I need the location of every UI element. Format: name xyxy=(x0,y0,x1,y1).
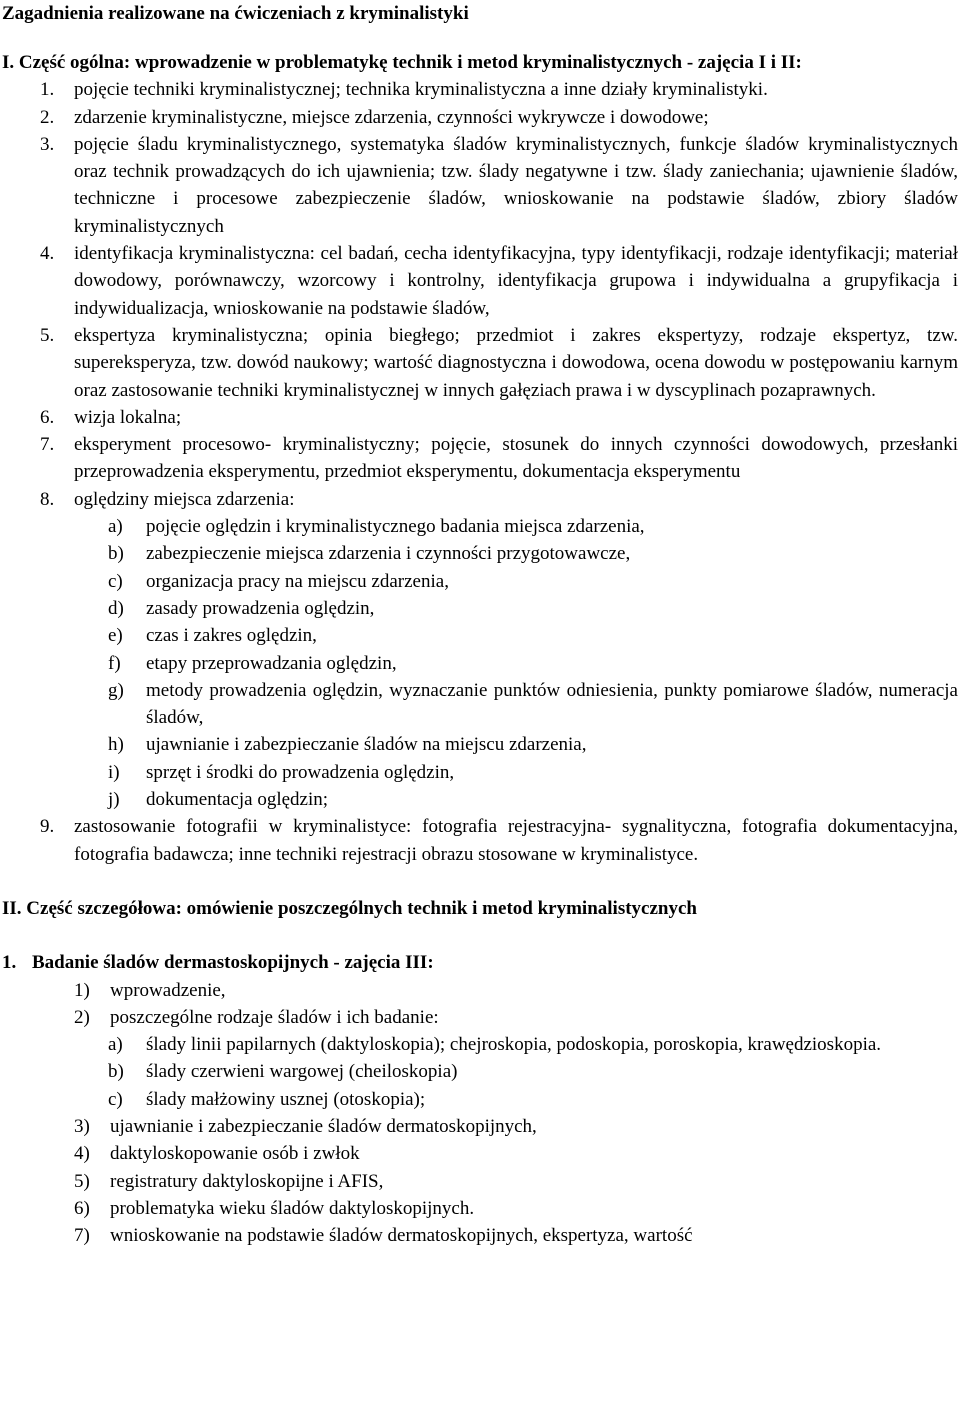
list-text: ujawnianie i zabezpieczanie śladów na miejscu zdarzenia, xyxy=(146,734,587,756)
list-text: etapy przeprowadzania oględzin, xyxy=(146,652,397,674)
list-number: b) xyxy=(108,543,124,565)
sub-list-item xyxy=(108,1058,958,1085)
list-text: czas i zakres oględzin, xyxy=(146,625,317,647)
list-number: j) xyxy=(108,789,120,811)
part1-heading: I. Część ogólna: wprowadzenie w problematykę technik i metod kryminalistycznych - zajęcia I i II: xyxy=(2,52,802,73)
list-text: identyfikacja kryminalistyczna: cel badań, cecha identyfikacyjna, typy identyfikacji, rodzaje identyfikacji; materiał dowodowy, porównawczy, wzorcowy i kontrolny, identyfikacja grupowa i indywidualna a grupyfikacja i indywidualizacja, wnioskowanie na podstawie śladów, xyxy=(74,243,958,319)
list-number: 6. xyxy=(40,406,55,428)
sub-list-item xyxy=(108,568,958,595)
list-text: wprowadzenie, xyxy=(110,979,226,1001)
list-number: b) xyxy=(108,1061,124,1083)
list-text: ślady linii papilarnych (daktyloskopia); chejroskopia, podoskopia, poroskopia, krawędzioskopia. xyxy=(146,1034,882,1056)
list-text: zdarzenie kryminalistyczne, miejsce zdarzenia, czynności wykrywcze i dowodowe; xyxy=(74,106,709,128)
list-number: 4) xyxy=(74,1143,90,1165)
section1-list xyxy=(2,977,958,1250)
list-number: 4. xyxy=(40,243,55,265)
list-text: metody prowadzenia oględzin, wyznaczanie punktów odniesienia, punkty pomiarowe śladów, numeracja śladów, xyxy=(146,679,958,729)
list-text: registratury daktyloskopijne i AFIS, xyxy=(110,1170,384,1192)
list-item xyxy=(2,404,958,431)
sub-list-item xyxy=(108,786,958,813)
list-item xyxy=(2,486,958,513)
list-item xyxy=(74,1113,958,1140)
list-text: sprzęt i środki do prowadzenia oględzin, xyxy=(146,761,455,783)
document-title: Zagadnienia realizowane na ćwiczeniach z kryminalistyki xyxy=(2,3,469,24)
list-number: c) xyxy=(108,570,123,592)
list-text: zastosowanie fotografii w kryminalistyce: fotografia rejestracyjna- sygnalityczna, fotografia dokumentacyjna, fotografia badawcza; inne techniki rejestracji obrazu stosowane w kryminalistyce. xyxy=(74,816,958,865)
list-number: i) xyxy=(108,761,120,783)
sub-list-item xyxy=(108,540,958,567)
list-text: ujawnianie i zabezpieczanie śladów dermatoskopijnych, xyxy=(110,1115,537,1137)
list-item xyxy=(2,240,958,322)
list-text: zasady prowadzenia oględzin, xyxy=(146,597,375,619)
list-number: 5) xyxy=(74,1170,90,1192)
list-number: f) xyxy=(108,652,121,674)
section1-title: Badanie śladów dermastoskopijnych - zajęcia III: xyxy=(32,952,434,974)
list-item xyxy=(2,813,958,868)
list-text: ślady czerwieni wargowej (cheiloskopia) xyxy=(146,1061,458,1083)
list-number: g) xyxy=(108,679,124,701)
sub-list-item xyxy=(108,677,958,732)
list-text: ślady małżowiny usznej (otoskopia); xyxy=(146,1088,426,1110)
list-text: poszczególne rodzaje śladów i ich badanie: xyxy=(110,1006,439,1028)
list-number: 3) xyxy=(74,1115,90,1137)
list-text: dokumentacja oględzin; xyxy=(146,789,329,811)
list-item xyxy=(74,1004,958,1031)
list-text: pojęcie oględzin i kryminalistycznego badania miejsca zdarzenia, xyxy=(146,516,645,538)
list-text: pojęcie techniki kryminalistycznej; technika kryminalistyczna a inne działy kryminalistyki. xyxy=(74,79,768,101)
list-number: 2) xyxy=(74,1006,90,1028)
list-text: oględziny miejsca zdarzenia: xyxy=(74,488,295,510)
document-page xyxy=(2,0,958,1249)
section1-heading xyxy=(2,949,958,976)
list-number: h) xyxy=(108,734,124,756)
list-item xyxy=(74,1195,958,1222)
sub-list-item xyxy=(108,1031,958,1058)
list-number: d) xyxy=(108,597,124,619)
list-text: zabezpieczenie miejsca zdarzenia i czynności przygotowawcze, xyxy=(146,543,631,565)
sub-list-item xyxy=(108,650,958,677)
list-number: 7. xyxy=(40,434,55,456)
list-text: ekspertyza kryminalistyczna; opinia biegłego; przedmiot i zakres ekspertyzy, rodzaje ekspertyz, tzw. supereksperyza, tzw. dowód naukowy; wartość diagnostyczna i dowodowa, ocena dowodu w postępowaniu karnym oraz zastosowanie techniki kryminalistycznej w innych gałęziach prawa i w dyscyplinach pozaprawnych. xyxy=(74,324,958,401)
list-text: pojęcie śladu kryminalistycznego, systematyka śladów kryminalistycznych, funkcje śladów kryminalistycznych oraz technik prowadzących do ich ujawnienia; tzw. ślady negatywne i tzw. ślady zaniechania; ujawnienie śladów, techniczne i procesowe zabezpieczenie śladów, wnioskowanie na podstawie śladów, zbiory śladów kryminalistycznych xyxy=(74,133,958,237)
list-number: 5. xyxy=(40,324,55,346)
sub-list-item xyxy=(108,1086,958,1113)
list-number: e) xyxy=(108,625,123,647)
sub-list-item xyxy=(108,513,958,540)
list-text: wnioskowanie na podstawie śladów dermatoskopijnych, ekspertyza, wartość xyxy=(110,1225,693,1247)
list-item xyxy=(74,1222,958,1249)
list-number: 2. xyxy=(40,106,55,128)
list-number: c) xyxy=(108,1088,123,1110)
list-number: 6) xyxy=(74,1197,90,1219)
list-text: organizacja pracy na miejscu zdarzenia, xyxy=(146,570,449,592)
list-item xyxy=(74,1168,958,1195)
sub-list-item xyxy=(108,731,958,758)
list-item xyxy=(2,322,958,404)
section1-number: 1. xyxy=(2,952,17,974)
part2-heading: II. Część szczegółowa: omówienie poszczególnych technik i metod kryminalistycznych xyxy=(2,897,697,919)
list-item xyxy=(2,431,958,486)
list-text: problematyka wieku śladów daktyloskopijnych. xyxy=(110,1197,475,1219)
sub-list-item xyxy=(108,595,958,622)
list-item xyxy=(74,1140,958,1167)
list-item xyxy=(74,977,958,1004)
list-item xyxy=(2,76,958,103)
list-item xyxy=(2,104,958,131)
list-item xyxy=(2,131,958,240)
part1-list xyxy=(2,76,958,868)
list-number: 9. xyxy=(40,816,55,838)
list-text: daktyloskopowanie osób i zwłok xyxy=(110,1143,360,1165)
list-number: a) xyxy=(108,516,123,538)
list-text: wizja lokalna; xyxy=(74,406,182,428)
sub-list-item xyxy=(108,759,958,786)
list-number: 1. xyxy=(40,79,55,101)
list-text: eksperyment procesowo- kryminalistyczny; pojęcie, stosunek do innych czynności dowodowych, przesłanki przeprowadzenia eksperymentu, przedmiot eksperymentu, dokumentacja eksperymentu xyxy=(74,434,958,483)
list-number: 3. xyxy=(40,133,55,155)
sub-list-item xyxy=(108,622,958,649)
list-number: 8. xyxy=(40,488,55,510)
list-number: a) xyxy=(108,1034,123,1056)
list-number: 1) xyxy=(74,979,90,1001)
list-number: 7) xyxy=(74,1225,90,1247)
